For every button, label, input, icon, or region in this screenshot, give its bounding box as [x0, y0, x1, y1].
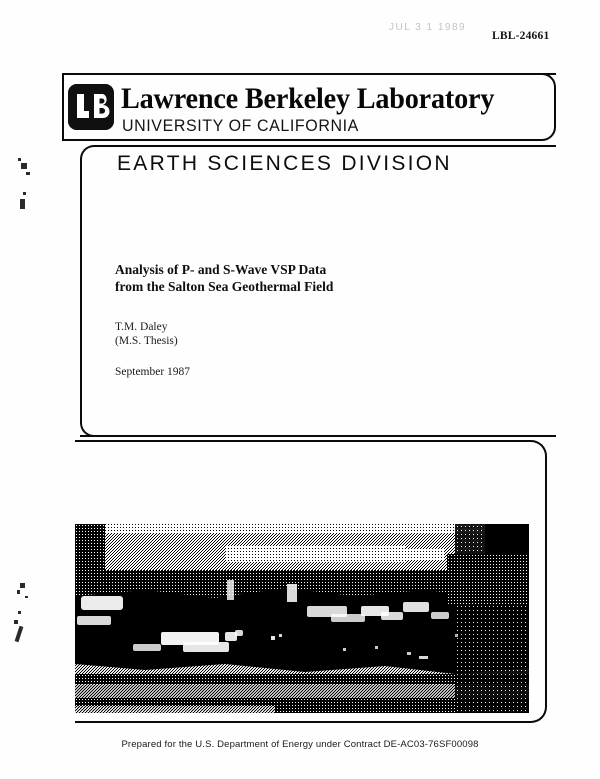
division-name: EARTH SCIENCES DIVISION: [117, 152, 452, 175]
cover-photograph: [75, 524, 529, 713]
author-name: T.M. Daley: [115, 321, 168, 333]
scan-speck: [20, 583, 25, 588]
content-box-bottom-rule: [80, 435, 520, 437]
document-title-line-2: from the Salton Sea Geothermal Field: [115, 279, 334, 294]
scan-speck: [21, 163, 27, 169]
scan-speck: [26, 172, 30, 175]
scan-speck: [20, 199, 25, 209]
scan-speck: [18, 611, 21, 614]
lbl-logo-icon: [68, 84, 114, 130]
document-title-line-1: Analysis of P- and S-Wave VSP Data: [115, 262, 327, 277]
laboratory-name: Lawrence Berkeley Laboratory: [121, 82, 495, 115]
university-name: UNIVERSITY OF CALIFORNIA: [122, 117, 359, 135]
received-date-stamp: JUL 3 1 1989: [389, 22, 467, 33]
scan-speck: [23, 192, 26, 195]
document-title: [115, 261, 445, 295]
report-number: LBL-24661: [492, 30, 550, 42]
doe-contract-footer: Prepared for the U.S. Department of Energy under Contract DE-AC03-76SF00098: [121, 739, 479, 750]
author-note: (M.S. Thesis): [115, 335, 178, 347]
author-block: [115, 320, 178, 348]
scan-speck: [18, 158, 21, 161]
scan-speck: [15, 626, 24, 642]
scan-speck: [17, 590, 20, 594]
scan-speck: [14, 620, 18, 624]
scan-speck: [25, 596, 28, 598]
publication-date: September 1987: [115, 366, 191, 378]
